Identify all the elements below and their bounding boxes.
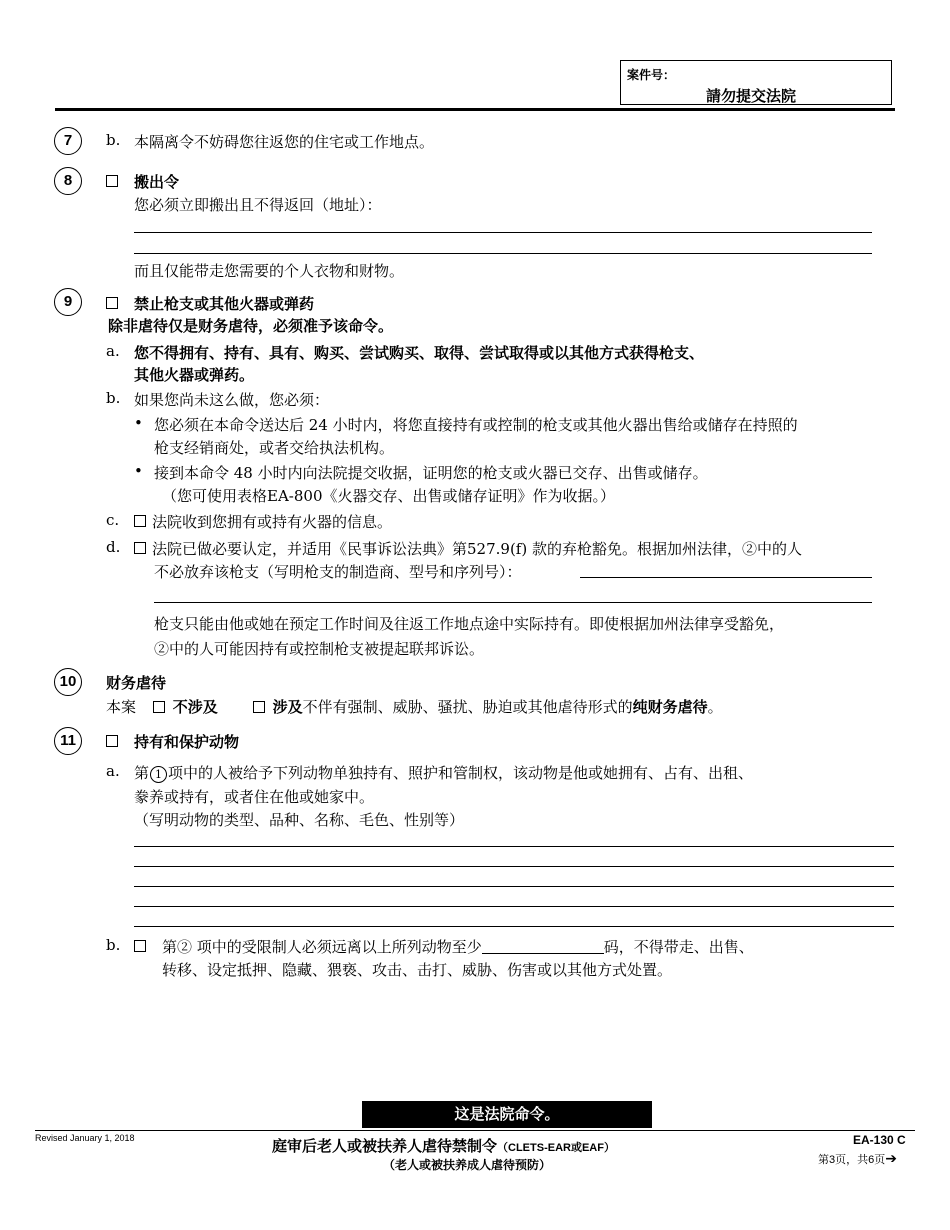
item-10-number: 10 bbox=[54, 668, 82, 696]
item-8-belongings: 而且仅能带走您需要的个人衣物和财物。 bbox=[134, 262, 405, 280]
item-11b-line-2: 转移、设定抵押、隐藏、猥亵、攻击、击打、威胁、伤害或以其他方式处置。 bbox=[162, 961, 673, 979]
item-9d-firearm-field-2[interactable] bbox=[154, 602, 872, 603]
item-9a-letter: a. bbox=[106, 342, 120, 360]
item-11b-checkbox[interactable] bbox=[134, 937, 154, 955]
case-number-label: 案件号： bbox=[627, 68, 676, 82]
animal-line-1[interactable] bbox=[134, 846, 894, 847]
item-8-instruction: 您必须立即搬出且不得返回（地址）： bbox=[134, 196, 382, 214]
item-7b-text: 本隔离令不妨碍您往返您的住宅或工作地点。 bbox=[134, 133, 435, 151]
item-10-description: 不伴有强制、威胁、骚扰、胁迫或其他虐待形式的 bbox=[302, 698, 633, 716]
item-8-number: 8 bbox=[54, 167, 82, 195]
item-7-number: 7 bbox=[54, 127, 82, 155]
item-9b-bullet-1-line-1: 您必须在本命令送达后 24 小时内，将您直接持有或控制的枪支或其他火器出售给或储存在持照的 bbox=[154, 416, 798, 434]
item-9b-bullet-1-line-2: 枪支经销商处，或者交给执法机构。 bbox=[154, 439, 395, 457]
item-9a-line-1: 您不得拥有、持有、具有、购买、尝试购买、取得、尝试取得或以其他方式获得枪支、 bbox=[134, 344, 705, 362]
item-9b-bullet-2-line-1: 接到本命令 48 小时内向法院提交收据，证明您的枪支或火器已交存、出售或储存。 bbox=[154, 464, 708, 482]
item-8-title: 搬出令 bbox=[134, 173, 180, 191]
item-9-number: 9 bbox=[54, 288, 82, 316]
item-11a-prefix: 第 bbox=[134, 764, 150, 782]
item-11b-text-1: 第② 项中的受限制人必须远离以上所列动物至少 bbox=[162, 938, 482, 956]
form-subtitle: （老人或被扶养成人虐待预防） bbox=[383, 1158, 552, 1172]
item-10-period: 。 bbox=[707, 698, 723, 716]
item-11b-letter: b. bbox=[106, 936, 121, 954]
bullet-1: • bbox=[134, 414, 143, 432]
item-9-checkbox[interactable] bbox=[106, 294, 126, 312]
form-title-main: 庭审后老人或被扶养人虐待禁制令 bbox=[272, 1138, 498, 1155]
footer-rule bbox=[35, 1130, 915, 1131]
item-11b-text-2: 码，不得带走、出售、 bbox=[603, 938, 754, 956]
item-10-case-prefix: 本案 bbox=[106, 698, 137, 716]
item-8-address-line-2[interactable] bbox=[134, 253, 872, 254]
item-11-checkbox[interactable] bbox=[106, 732, 126, 750]
court-order-banner: 这是法院命令。 bbox=[362, 1101, 652, 1128]
item-10-involved-checkbox[interactable] bbox=[253, 701, 265, 713]
case-number-box bbox=[620, 60, 892, 105]
revised-date: Revised January 1, 2018 bbox=[35, 1133, 135, 1143]
item-10-title: 财务虐待 bbox=[106, 674, 167, 692]
item-9a-line-2: 其他火器或弹药。 bbox=[134, 366, 255, 384]
do-not-file-notice: 請勿提交法院 bbox=[706, 88, 797, 105]
item-10-not-involved-label: 不涉及 bbox=[172, 698, 218, 716]
item-9b-text: 如果您尚未这么做，您必须： bbox=[134, 391, 330, 409]
item-9c-text: 法院收到您拥有或持有火器的信息。 bbox=[152, 513, 393, 531]
item-9c-checkbox[interactable] bbox=[134, 512, 150, 530]
header-rule bbox=[55, 108, 895, 111]
item-7b-letter: b. bbox=[106, 131, 121, 149]
bullet-2: • bbox=[134, 462, 143, 480]
animal-line-4[interactable] bbox=[134, 906, 894, 907]
item-9c-letter: c. bbox=[106, 511, 120, 529]
item-10-options bbox=[106, 696, 723, 717]
page-info-text: 第3页，共6页 bbox=[818, 1154, 886, 1166]
item-11b-distance-field[interactable] bbox=[482, 939, 604, 954]
item-11a-line-3: （写明动物的类型、品种、名称、毛色、性别等） bbox=[134, 811, 465, 829]
item-8-address-line-1[interactable] bbox=[134, 232, 872, 233]
animal-line-5[interactable] bbox=[134, 926, 894, 927]
form-title-code: （CLETS-EAR或EAF） bbox=[497, 1142, 615, 1154]
item-11a-line-2: 豢养或持有，或者住在他或她家中。 bbox=[134, 788, 375, 806]
form-title bbox=[272, 1135, 615, 1156]
item-9d-line-3: 枪支只能由他或她在预定工作时间及往返工作地点途中实际持有。即使根据加州法律享受豁免， bbox=[154, 615, 785, 633]
item-11-number: 11 bbox=[54, 727, 82, 755]
item-9d-letter: d. bbox=[106, 538, 121, 556]
item-8-checkbox[interactable] bbox=[106, 172, 126, 190]
animal-line-3[interactable] bbox=[134, 886, 894, 887]
item-11a-line-1 bbox=[134, 762, 753, 783]
item-9-title: 禁止枪支或其他火器或弹药 bbox=[134, 295, 315, 313]
item-10-involved-label: 涉及 bbox=[272, 698, 303, 716]
item-9b-bullet-2-line-2: （您可使用表格EA-800《火器交存、出售或储存证明》作为收据。） bbox=[162, 487, 615, 505]
item-9d-line-4: ②中的人可能因持有或控制枪支被提起联邦诉讼。 bbox=[154, 640, 485, 658]
form-number: EA-130 C bbox=[853, 1133, 906, 1147]
item-11-title: 持有和保护动物 bbox=[134, 733, 240, 751]
item-11a-ref-circle: 1 bbox=[150, 766, 167, 783]
item-9d-line-2: 不必放弃该枪支（写明枪支的制造商、型号和序列号）： bbox=[154, 563, 522, 581]
item-10-pure-financial: 纯财务虐待 bbox=[632, 698, 708, 716]
item-9d-line-1: 法院已做必要认定，并适用《民事诉讼法典》第527.9(f) 款的弃枪豁免。根据加州法律，②中的人 bbox=[152, 540, 802, 558]
item-9b-letter: b. bbox=[106, 389, 121, 407]
item-10-not-involved-checkbox[interactable] bbox=[153, 701, 165, 713]
next-page-arrow-icon[interactable]: ➔ bbox=[885, 1150, 897, 1166]
item-11b-line-1 bbox=[162, 936, 754, 957]
page-info bbox=[818, 1150, 897, 1167]
item-9d-firearm-field-1[interactable] bbox=[580, 577, 872, 578]
item-9d-checkbox[interactable] bbox=[134, 539, 150, 557]
item-9-subtitle: 除非虐待仅是财务虐待，必须准予该命令。 bbox=[108, 317, 394, 335]
animal-line-2[interactable] bbox=[134, 866, 894, 867]
item-11a-text: 项中的人被给予下列动物单独持有、照护和管制权，该动物是他或她拥有、占有、出租、 bbox=[168, 764, 754, 782]
item-11a-letter: a. bbox=[106, 762, 120, 780]
